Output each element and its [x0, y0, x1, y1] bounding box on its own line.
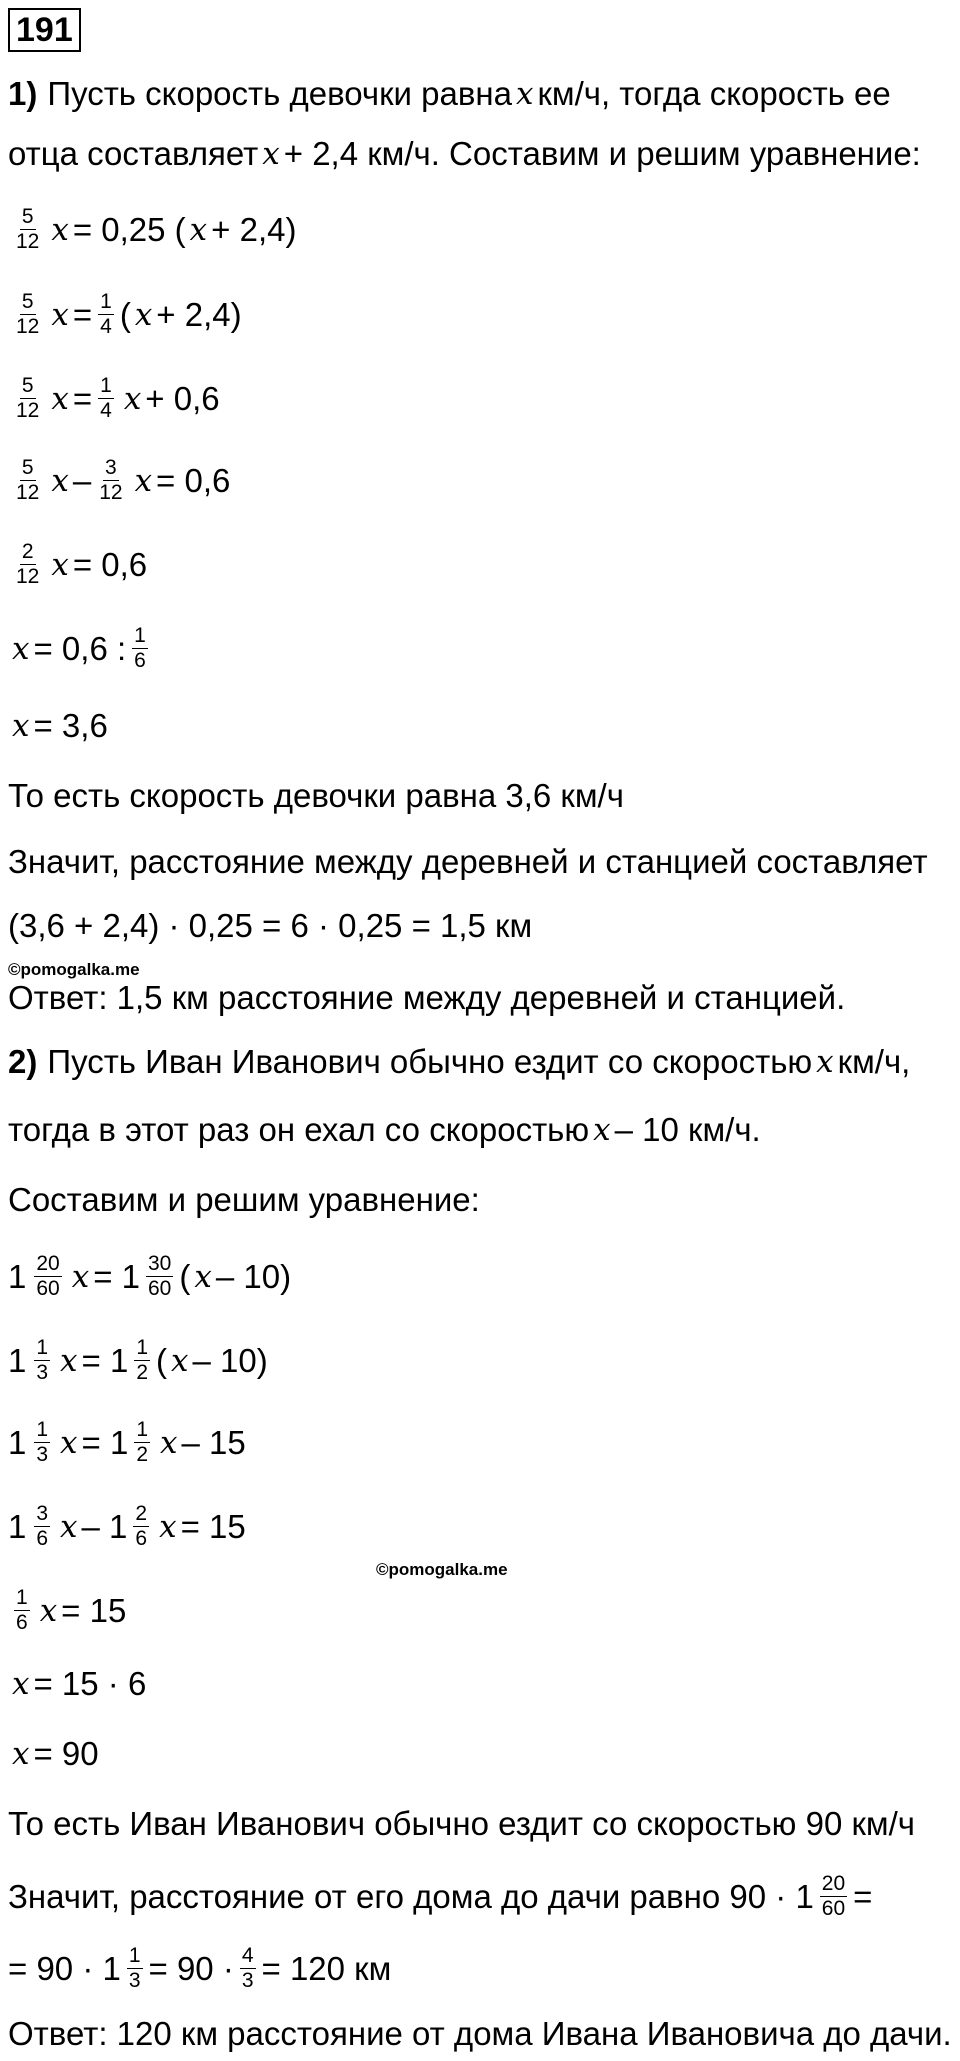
p2-intro2-text-b: – 10 км/ч. — [614, 1111, 761, 1148]
p1-distance-intro: Значит, расстояние между деревней и станцией составляет — [8, 843, 928, 880]
problem-number: 191 — [8, 8, 81, 52]
p2-eq-1 — [8, 1252, 952, 1301]
eq-text: = 0,6 : — [33, 629, 127, 667]
var-x: x — [515, 76, 534, 112]
whole: 1 — [8, 1257, 27, 1295]
p2-label: 2) — [8, 1043, 38, 1080]
eq-text: = 15 — [180, 1507, 246, 1545]
p2-intro-text-a: Пусть Иван Иванович обычно ездит со скоростью — [47, 1043, 813, 1080]
var-x: x — [134, 296, 153, 333]
eq-text: = 15 — [61, 1591, 127, 1629]
fraction: $\frac{5}{12}$ — [16, 290, 40, 338]
p2-answer: Ответ: 120 км расстояние от дома Ивана Ивановича до дачи. — [8, 2015, 952, 2052]
eq-text: = 15 · 6 — [33, 1665, 147, 1702]
eq-text: – 10) — [215, 1257, 292, 1295]
eq-text: = 1 — [81, 1341, 129, 1379]
var-x: x — [12, 630, 30, 667]
p1-intro-line-1 — [8, 72, 952, 116]
eq-text: = 120 км — [261, 1949, 392, 1987]
var-x: x — [123, 380, 142, 417]
var-x: x — [593, 1112, 611, 1148]
p1-intro-text-b: км/ч, тогда скорость ее — [537, 75, 891, 112]
var-x: x — [51, 462, 69, 499]
fraction: $\frac{1}{4}$ — [100, 374, 112, 422]
eq-text: – 1 — [81, 1507, 128, 1545]
var-x: x — [189, 211, 208, 248]
eq-text: = 3,6 — [33, 707, 108, 744]
fraction: $\frac{30}{60}$ — [148, 1252, 172, 1300]
fraction: $\frac{4}{3}$ — [241, 1944, 254, 1992]
p2-eq-2 — [8, 1336, 952, 1385]
fraction: $\frac{1}{6}$ — [134, 624, 146, 672]
eq-text: ( — [179, 1257, 191, 1295]
var-x: x — [171, 1342, 189, 1379]
p1-label: 1) — [8, 75, 38, 112]
watermark: ©pomogalka.me — [376, 1560, 508, 1579]
p2-eq-6 — [8, 1662, 952, 1706]
var-x: x — [51, 296, 69, 333]
whole: 1 — [8, 1507, 27, 1545]
var-x: x — [159, 1508, 177, 1545]
p1-eq-7 — [8, 704, 952, 748]
p2-eq-4 — [8, 1502, 952, 1551]
fraction: $\frac{1}{2}$ — [136, 1418, 149, 1466]
p2-eq-5 — [8, 1586, 952, 1635]
p2-result: То есть Иван Иванович обычно ездит со скоростью 90 км/ч — [8, 1805, 915, 1842]
p2-intro2-text-a: тогда в этот раз он ехал со скоростью — [8, 1111, 590, 1148]
var-x: x — [816, 1044, 834, 1080]
eq-text: = 1 — [93, 1257, 140, 1295]
p2-intro-text-b: км/ч, — [837, 1043, 911, 1080]
p1-intro2-text-a: отца составляет — [8, 135, 259, 172]
eq-text: = 90 — [33, 1735, 99, 1772]
eq-text: = 90 · — [148, 1949, 234, 1987]
var-x: x — [71, 1258, 90, 1295]
fraction: $\frac{2}{6}$ — [135, 1502, 148, 1550]
p2-eq-7 — [8, 1732, 952, 1776]
eq-text: = 0,6 — [156, 461, 231, 499]
var-x: x — [51, 380, 69, 417]
fraction: $\frac{1}{6}$ — [16, 1586, 28, 1634]
var-x: x — [12, 1736, 30, 1772]
var-x: x — [51, 211, 69, 248]
p1-result: То есть скорость девочки равна 3,6 км/ч — [8, 777, 624, 814]
var-x: x — [12, 708, 30, 744]
eq-text: Значит, расстояние от его дома до дачи равно 90 · 1 — [8, 1877, 814, 1915]
eq-text: = — [72, 295, 93, 333]
p1-distance-calc: (3,6 + 2,4) · 0,25 = 6 · 0,25 = 1,5 км — [8, 907, 533, 944]
fraction: $\frac{5}{12}$ — [16, 456, 40, 504]
p2-intro-line-1 — [8, 1040, 952, 1084]
p2-distance-calc — [8, 1944, 952, 1993]
p1-intro-line-2 — [8, 132, 952, 176]
var-x: x — [160, 1424, 178, 1461]
p1-intro2-text-b: + 2,4 км/ч. Составим и решим уравнение: — [283, 135, 921, 172]
p2-eq-3 — [8, 1418, 952, 1467]
eq-text: = — [72, 379, 93, 417]
eq-text: = — [853, 1877, 873, 1915]
var-x: x — [60, 1424, 78, 1461]
var-x: x — [12, 1666, 30, 1702]
whole: 1 — [8, 1341, 27, 1379]
eq-text: = 90 · 1 — [8, 1949, 121, 1987]
fraction: $\frac{2}{12}$ — [16, 540, 40, 588]
p1-eq-2 — [8, 290, 952, 339]
whole: 1 — [8, 1423, 27, 1461]
var-x: x — [134, 462, 153, 499]
eq-text: = 0,25 ( — [72, 210, 186, 248]
var-x: x — [60, 1508, 78, 1545]
p1-eq-4 — [8, 456, 952, 505]
eq-text: + 2,4) — [156, 295, 242, 333]
var-x: x — [39, 1592, 58, 1629]
fraction: $\frac{1}{3}$ — [36, 1336, 49, 1384]
p1-eq-5 — [8, 540, 952, 589]
var-x: x — [60, 1342, 78, 1379]
var-x: x — [51, 546, 69, 583]
fraction: $\frac{3}{6}$ — [36, 1502, 49, 1550]
eq-text: ( — [119, 295, 131, 333]
p1-eq-3 — [8, 374, 952, 423]
p2-intro-line-2 — [8, 1108, 952, 1152]
eq-text: + 0,6 — [145, 379, 220, 417]
p1-eq-1 — [8, 205, 952, 254]
eq-text: = 0,6 — [72, 545, 148, 583]
fraction: $\frac{5}{12}$ — [16, 374, 40, 422]
p1-intro-text-a: Пусть скорость девочки равна — [47, 75, 512, 112]
eq-text: – 15 — [181, 1423, 246, 1461]
fraction: $\frac{1}{4}$ — [100, 290, 112, 338]
p1-answer: Ответ: 1,5 км расстояние между деревней и станцией. — [8, 979, 846, 1016]
p2-distance-intro — [8, 1872, 952, 1921]
fraction: $\frac{20}{60}$ — [36, 1252, 60, 1300]
var-x: x — [262, 136, 280, 172]
eq-text: ( — [156, 1341, 168, 1379]
fraction: $\frac{1}{2}$ — [136, 1336, 149, 1384]
eq-text: – — [72, 461, 92, 499]
eq-text: = 1 — [81, 1423, 129, 1461]
fraction: $\frac{3}{12}$ — [99, 456, 123, 504]
fraction: $\frac{20}{60}$ — [821, 1872, 846, 1920]
p1-eq-6 — [8, 624, 952, 673]
fraction: $\frac{5}{12}$ — [16, 205, 40, 253]
eq-text: + 2,4) — [211, 210, 297, 248]
eq-text: – 10) — [192, 1341, 268, 1379]
fraction: $\frac{1}{3}$ — [36, 1418, 49, 1466]
watermark: ©pomogalka.me — [8, 960, 140, 979]
p2-intro-line-3: Составим и решим уравнение: — [8, 1181, 480, 1218]
fraction: $\frac{1}{3}$ — [128, 1944, 141, 1992]
var-x: x — [194, 1258, 212, 1295]
